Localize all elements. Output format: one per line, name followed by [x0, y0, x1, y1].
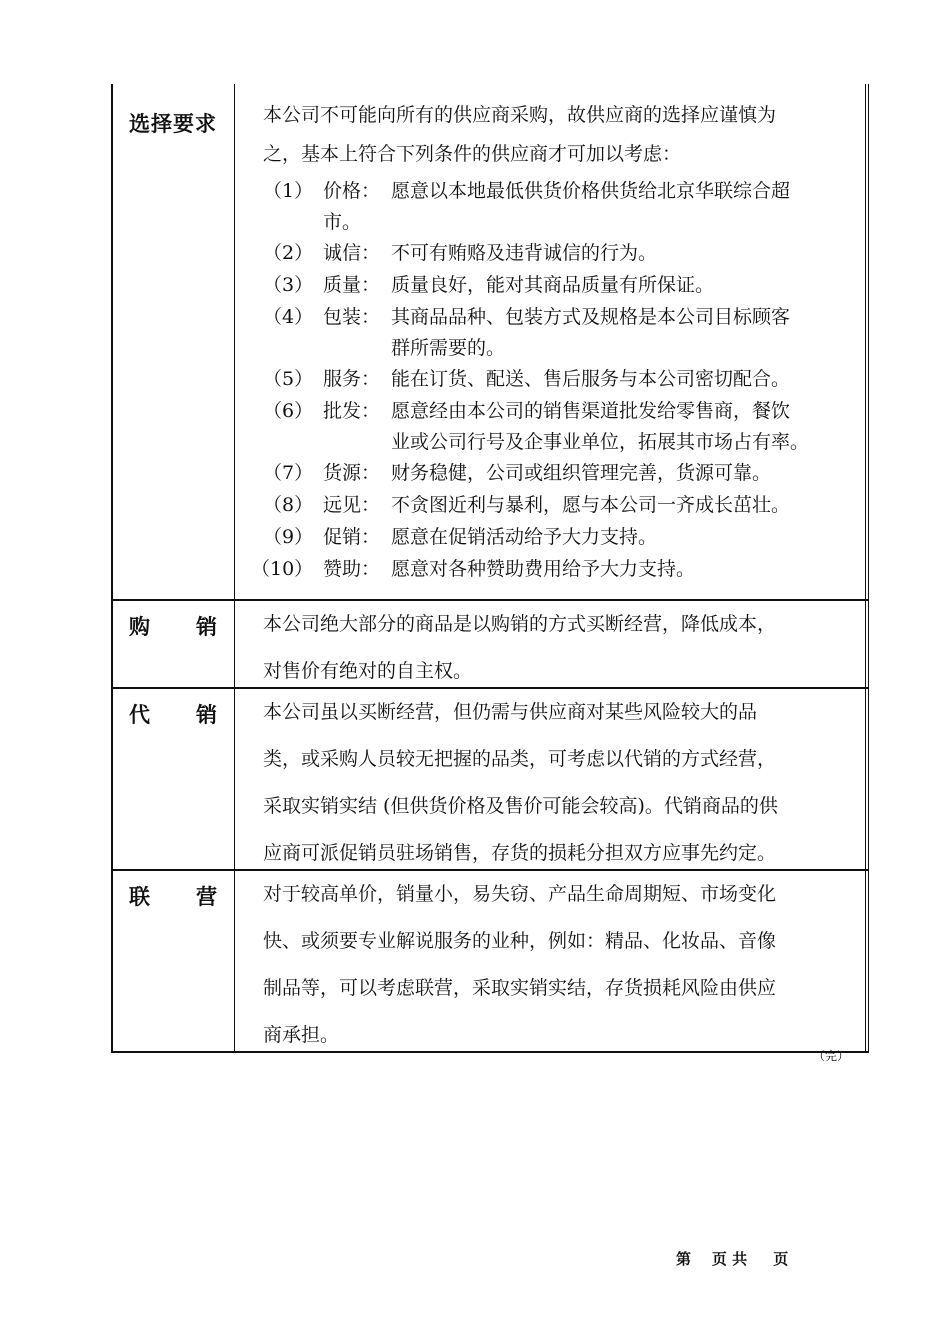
- row-label-char: 代: [129, 703, 151, 727]
- end-mark: （完）: [812, 1049, 849, 1063]
- item-text: 愿意以本地最低供货价格供货给北京华联综合超: [391, 180, 791, 202]
- item-continuation: 市。: [323, 211, 362, 233]
- item-text: 能在订货、配送、售后服务与本公司密切配合。: [391, 368, 791, 390]
- row-label: [111, 601, 235, 687]
- list-item: [263, 363, 857, 395]
- paragraph-line: 商承担。: [263, 1024, 340, 1046]
- item-key: 服务：: [323, 368, 381, 390]
- row-label-char: 联: [129, 885, 151, 909]
- item-key: 远见：: [323, 494, 381, 516]
- item-key: 货源：: [323, 462, 381, 484]
- item-number: （1）: [263, 180, 314, 202]
- row-label: 选择要求: [111, 84, 235, 599]
- item-text: 愿意经由本公司的销售渠道批发给零售商，餐饮: [391, 400, 791, 422]
- item-key: 批发：: [323, 400, 381, 422]
- list-item: [251, 553, 857, 585]
- item-text: 愿意对各种赞助费用给予大力支持。: [391, 558, 696, 580]
- row-label-char: 购: [129, 615, 151, 639]
- row-content: [235, 871, 869, 1063]
- item-number: （2）: [263, 242, 314, 264]
- row-label-char: 销: [196, 703, 218, 727]
- list-item: [263, 489, 857, 521]
- item-key: 价格：: [323, 180, 381, 202]
- intro-line: 之，基本上符合下列条件的供应商才可加以考虑：: [263, 143, 682, 165]
- list-item: [263, 237, 857, 269]
- row-label-char: 营: [196, 885, 218, 909]
- item-key: 诚信：: [323, 242, 381, 264]
- list-item: [263, 457, 857, 489]
- item-text: 愿意在促销活动给予大力支持。: [391, 526, 658, 548]
- item-number: （6）: [263, 400, 314, 422]
- list-item: [263, 521, 857, 553]
- item-number: （4）: [263, 306, 314, 328]
- intro-line: 本公司不可能向所有的供应商采购，故供应商的选择应谨慎为: [263, 104, 777, 126]
- item-text: 财务稳健，公司或组织管理完善，货源可靠。: [391, 462, 772, 484]
- item-key: 质量：: [323, 274, 381, 296]
- list-item: [263, 301, 857, 333]
- list-item: [263, 269, 857, 301]
- item-text: 不可有贿赂及违背诚信的行为。: [391, 242, 658, 264]
- item-text: 质量良好，能对其商品质量有所保证。: [391, 274, 715, 296]
- item-number: （5）: [263, 368, 314, 390]
- paragraph-line: 快、或须要专业解说服务的业种，例如：精品、化妆品、音像: [263, 930, 777, 952]
- item-continuation: 业或公司行号及企事业单位，拓展其市场占有率。: [391, 431, 810, 453]
- page-footer: 第 页 共 页: [676, 1250, 789, 1268]
- row-label-char: 销: [196, 615, 218, 639]
- item-continuation: 群所需要的。: [391, 337, 506, 359]
- list-item: [263, 175, 857, 207]
- item-number: （7）: [263, 462, 314, 484]
- list-item: [263, 395, 857, 427]
- paragraph-line: 本公司绝大部分的商品是以购销的方式买断经营，降低成本，: [263, 613, 777, 635]
- row-label: [111, 689, 235, 869]
- paragraph-line: 对于较高单价，销量小，易失窃、产品生命周期短、市场变化: [263, 883, 777, 905]
- row-content: [235, 84, 869, 599]
- item-key: 赞助：: [323, 558, 381, 580]
- row-purchase-sale: [111, 601, 869, 689]
- row-joint-operation: [111, 871, 869, 1063]
- row-content: [235, 601, 869, 687]
- row-content: [235, 689, 869, 869]
- item-key: 促销：: [323, 526, 381, 548]
- paragraph-line: 本公司虽以买断经营，但仍需与供应商对某些风险较大的品: [263, 701, 758, 723]
- row-consignment: [111, 689, 869, 871]
- paragraph-line: 应商可派促销员驻场销售，存货的损耗分担双方应事先约定。: [263, 842, 777, 864]
- row-selection-requirements: [111, 84, 869, 601]
- paragraph-line: 类，或采购人员较无把握的品类，可考虑以代销的方式经营，: [263, 748, 777, 770]
- item-number: （3）: [263, 274, 314, 296]
- item-text: 不贪图近利与暴利，愿与本公司一齐成长茁壮。: [391, 494, 791, 516]
- item-number: （8）: [263, 494, 314, 516]
- paragraph-line: 制品等，可以考虑联营，采取实销实结，存货损耗风险由供应: [263, 977, 777, 999]
- row-label: [111, 871, 235, 1051]
- content-table: [111, 84, 869, 1063]
- item-text: 其商品品种、包装方式及规格是本公司目标顾客: [391, 306, 791, 328]
- paragraph-line: 对售价有绝对的自主权。: [263, 660, 473, 682]
- paragraph-line: 采取实销实结 (但供货价格及售价可能会较高)。代销商品的供: [263, 795, 778, 817]
- item-number: （10）: [251, 558, 314, 580]
- item-key: 包装：: [323, 306, 381, 328]
- item-number: （9）: [263, 526, 314, 548]
